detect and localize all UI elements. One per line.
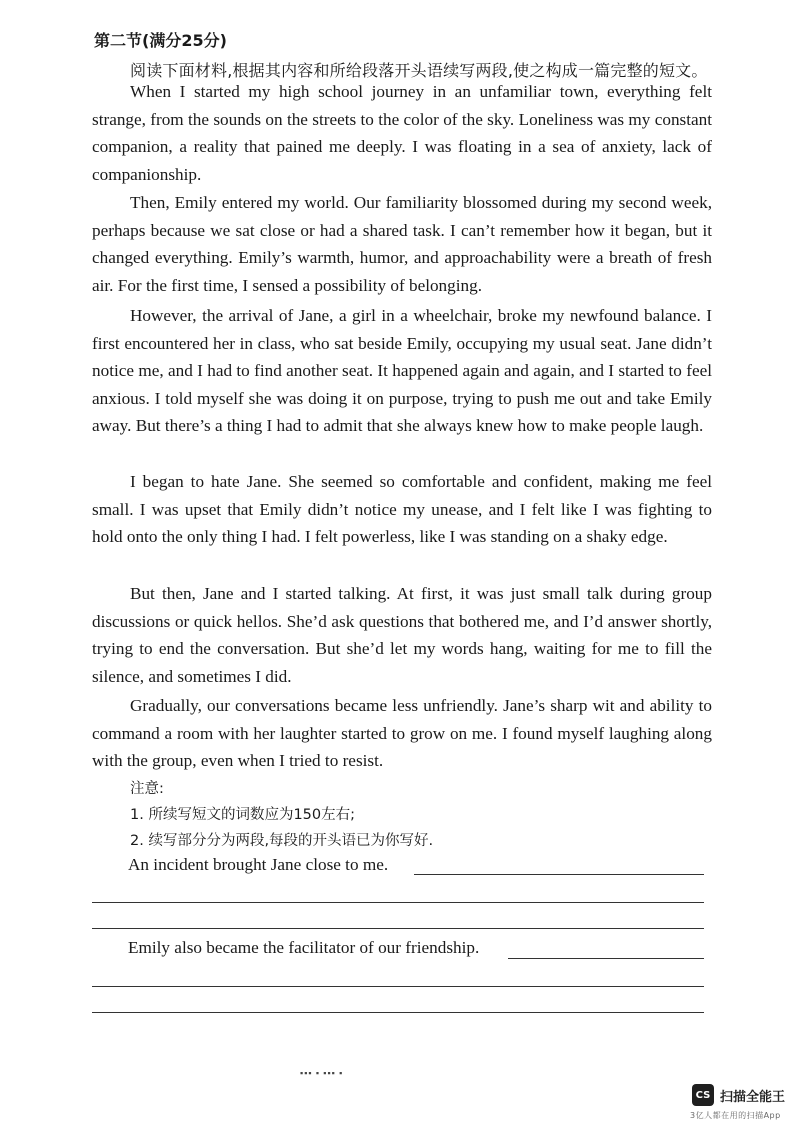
paragraph-1: When I started my high school journey in an unfamiliar town, everything felt strange, from the sounds on the streets to the color of the sky. Loneliness was my constant companion, a reality that pained me deeply. I was floating in a sea of anxiety, lack of companionship. bbox=[92, 82, 712, 184]
section-title: 第二节(满分25分) bbox=[94, 31, 227, 50]
paragraph-6: Gradually, our conversations became less unfriendly. Jane’s sharp wit and ability to command a room with her laughter started to grow on me. I found myself laughing along with the group, even when I tried to resist. bbox=[92, 696, 712, 771]
answer-line[interactable] bbox=[92, 1012, 704, 1013]
answer-line[interactable] bbox=[92, 928, 704, 929]
answer-line[interactable] bbox=[92, 902, 704, 903]
note-item: 1. 所续写短文的词数应为150左右; bbox=[130, 807, 356, 823]
notes-heading: 注意: bbox=[130, 781, 164, 797]
watermark-name: 扫描全能王 bbox=[720, 1090, 786, 1105]
paragraph-starter-1: An incident brought Jane close to me. bbox=[128, 855, 389, 874]
watermark-tagline: 3亿人都在用的扫描App bbox=[690, 1111, 781, 1120]
answer-line[interactable] bbox=[414, 874, 704, 875]
paragraph-2: Then, Emily entered my world. Our familiarity blossomed during my second week, perhaps because we sat close or had a shared task. I can’t remember how it began, but it changed everything. Emily’s warmth, humor, and approachability were a breath of fresh air. For the first time, I sensed a possibility of belonging. bbox=[92, 193, 712, 295]
answer-line[interactable] bbox=[92, 986, 704, 987]
paragraph-3: However, the arrival of Jane, a girl in a wheelchair, broke my newfound balance. I first encountered her in class, who sat beside Emily, occupying my usual seat. Jane didn’t notice me, and I had to find another seat. It happened again and again, and I started to feel anxious. I told myself she was doing it on purpose, trying to push me out and take Emily away. But there’s a thing I had to admit that she always knew how to make people laugh. bbox=[92, 306, 712, 436]
note-item: 2. 续写部分分为两段,每段的开头语已为你写好. bbox=[130, 833, 434, 849]
paragraph-5: But then, Jane and I started talking. At first, it was just small talk during group discussions or quick hellos. She’d ask questions that bothered me, and I’d answer shortly, trying to end the conversation. But she’d let my words hang, waiting for me to fill the silence, and sometimes I did. bbox=[92, 584, 712, 686]
camscanner-logo-icon: CS bbox=[692, 1084, 714, 1106]
paragraph-starter-2: Emily also became the facilitator of our friendship. bbox=[128, 938, 480, 957]
paragraph-4: I began to hate Jane. She seemed so comfortable and confident, making me feel small. I was upset that Emily didn’t notice my unease, and I felt like I was fighting to hold onto the only thing I had. I felt powerless, like I was standing on a shaky edge. bbox=[92, 472, 712, 547]
notes-block bbox=[130, 776, 433, 854]
instruction-text: 阅读下面材料,根据其内容和所给段落开头语续写两段,使之构成一篇完整的短文。 bbox=[130, 61, 708, 80]
scan-smudge: ▪▪▪ ▪ ▪▪▪ ▪ bbox=[300, 1068, 344, 1078]
answer-line[interactable] bbox=[508, 958, 704, 959]
